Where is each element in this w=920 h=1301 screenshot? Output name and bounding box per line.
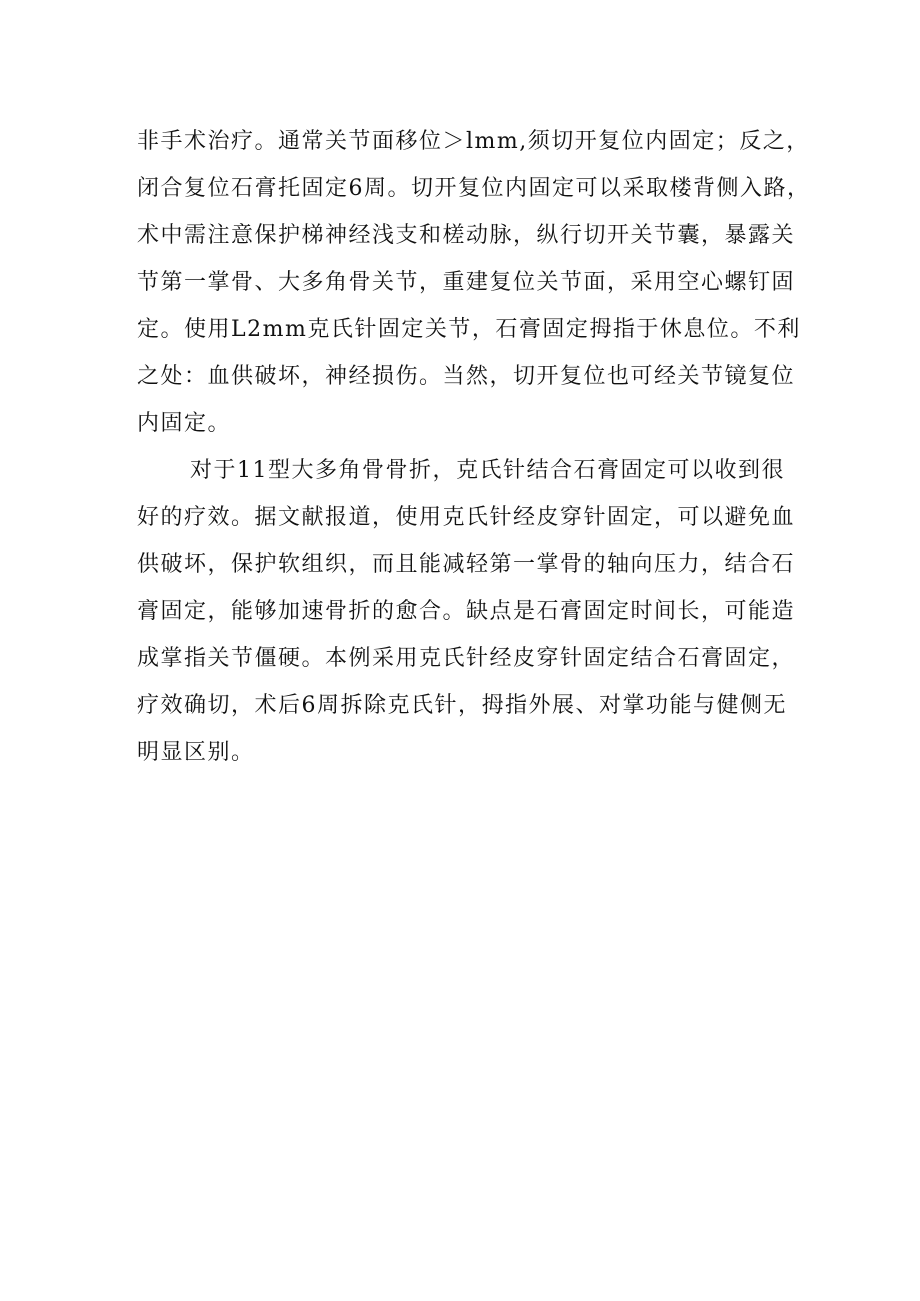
text-line: 闭合复位石膏托固定6周。切开复位内固定可以采取楼背侧入路， bbox=[137, 176, 811, 201]
text-line: 好的疗效。据文献报道，使用克氏针经皮穿针固定，可以避免血 bbox=[137, 505, 796, 530]
paragraph-1 bbox=[137, 118, 811, 447]
text-line: 对于11型大多角骨骨折，克氏针结合石膏固定可以收到很 bbox=[190, 458, 785, 483]
text-line: 膏固定，能够加速骨折的愈合。缺点是石膏固定时间长，可能造 bbox=[137, 599, 796, 624]
text-line: 术中需注意保护梯神经浅支和槎动脉，纵行切开关节囊，暴露关 bbox=[137, 223, 796, 248]
body-text bbox=[137, 118, 811, 776]
text-line: 疗效确切，术后6周拆除克氏针，拇指外展、对掌功能与健侧无 bbox=[137, 693, 787, 718]
paragraph-2 bbox=[137, 447, 797, 776]
text-line: 供破坏，保护软组织，而且能减轻第一掌骨的轴向压力，结合石 bbox=[137, 552, 796, 577]
text-line: 成掌指关节僵硬。本例采用克氏针经皮穿针固定结合石膏固定， bbox=[137, 646, 796, 671]
text-line: 内固定。 bbox=[137, 411, 232, 436]
text-line: 明显区别。 bbox=[137, 740, 255, 765]
text-line: 节第一掌骨、大多角骨关节，重建复位关节面，采用空心螺钉固 bbox=[137, 270, 796, 295]
text-line: 之处：血供破坏，神经损伤。当然，切开复位也可经关节镜复位 bbox=[137, 364, 796, 389]
text-line: 定。使用L2mm克氏针固定关节，石膏固定拇指于休息位。不利 bbox=[137, 317, 801, 342]
text-line: 非手术治疗。通常关节面移位＞lmm,须切开复位内固定；反之， bbox=[137, 129, 810, 154]
